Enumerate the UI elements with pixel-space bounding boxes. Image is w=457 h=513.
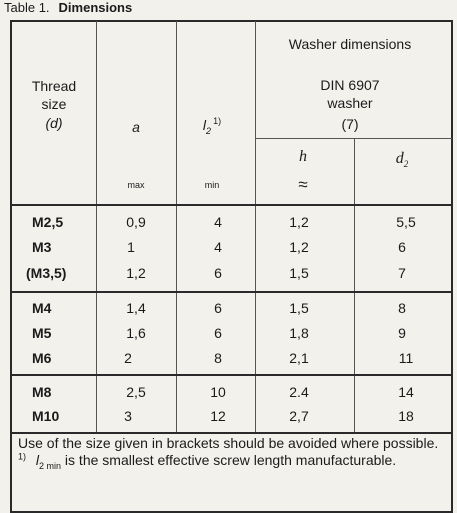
d2-cell: 7 [398, 265, 406, 281]
a-cell: 1 [127, 239, 135, 255]
col-d2-heading [395, 150, 409, 170]
thread-size-cell: M3 [32, 239, 52, 255]
d2-cell: 14 [398, 384, 414, 400]
l2min-symbol: l [35, 452, 40, 468]
group-rule [11, 374, 452, 376]
d2-cell: 9 [398, 325, 406, 341]
l2-cell: 6 [214, 265, 222, 281]
h-cell: 1,2 [289, 239, 309, 255]
thread-size-cell: M8 [32, 384, 52, 400]
thread-size-cell: M4 [32, 300, 52, 316]
a-cell: 2 [124, 350, 132, 366]
a-cell: 1,2 [126, 265, 146, 281]
din-6907-label: DIN 6907 [320, 77, 380, 93]
l2-cell: 8 [214, 350, 222, 366]
l2-qualifier: min [204, 180, 220, 190]
a-cell: 0,9 [126, 214, 146, 230]
h-cell: 2,7 [289, 408, 309, 424]
d2-cell: 5,5 [396, 214, 416, 230]
group-rule [11, 291, 452, 293]
l2-cell: 4 [214, 214, 222, 230]
d2-cell: 18 [398, 408, 414, 424]
d2-cell: 11 [398, 350, 414, 366]
col-divider [176, 21, 177, 433]
thread-size-heading-2: size [41, 96, 67, 112]
footnote-rule [11, 432, 452, 434]
thread-size-cell: M2,5 [32, 214, 64, 230]
table-number: Table 1. [4, 0, 50, 15]
l2-cell: 4 [214, 239, 222, 255]
col-l2-heading [203, 117, 221, 134]
h-cell: 2,1 [289, 350, 309, 366]
col-divider [354, 138, 355, 433]
header-rule [11, 204, 452, 206]
h-cell: 1,5 [289, 265, 309, 281]
l2-subscript: 2 [206, 125, 212, 136]
col-divider [255, 21, 256, 433]
l2min-text: is the smallest effective screw length manufacturable. [61, 452, 397, 468]
d2-cell: 8 [398, 300, 406, 316]
l2-footnote-marker: 1) [213, 116, 222, 127]
l2-cell: 6 [214, 325, 222, 341]
washer-subheader-rule [255, 138, 452, 139]
thread-size-symbol: (d) [45, 115, 63, 131]
a-cell: 1,4 [126, 300, 146, 316]
l2-symbol: l [202, 117, 207, 133]
l2min-note [18, 451, 448, 471]
d2-cell: 6 [398, 239, 406, 255]
bracket-size-note: Use of the size given in brackets should be avoided where possible. [18, 435, 439, 451]
thread-size-heading-1: Thread [31, 78, 77, 94]
col-a-heading: a [132, 119, 140, 135]
a-cell: 3 [124, 408, 132, 424]
l2-cell: 10 [210, 384, 226, 400]
h-cell: 1,2 [289, 214, 309, 230]
a-qualifier: max [127, 180, 145, 190]
col-divider [96, 21, 97, 433]
d2-symbol: d [395, 150, 404, 167]
a-cell: 2,5 [126, 384, 146, 400]
a-cell: 1,6 [126, 325, 146, 341]
col-h-heading: h [299, 148, 307, 165]
din-washer-label: washer [327, 95, 373, 111]
h-qualifier: ≈ [298, 175, 308, 194]
h-cell: 1,8 [289, 325, 309, 341]
washer-dimensions-heading: Washer dimensions [288, 36, 412, 52]
l2-cell: 6 [214, 300, 222, 316]
table-footnotes [18, 435, 448, 471]
l2-cell: 12 [210, 408, 226, 424]
thread-size-cell: M5 [32, 325, 52, 341]
table-title: Dimensions [58, 0, 133, 15]
h-cell: 1,5 [289, 300, 309, 316]
din-reference: (7) [341, 116, 359, 132]
h-cell: 2.4 [289, 384, 309, 400]
thread-size-cell: (M3,5) [26, 265, 67, 281]
footnote-marker: 1) [18, 451, 27, 462]
d2-subscript: 2 [403, 159, 409, 170]
thread-size-cell: M10 [32, 408, 60, 424]
l2min-subscript: 2 min [39, 460, 62, 471]
thread-size-cell: M6 [32, 350, 52, 366]
